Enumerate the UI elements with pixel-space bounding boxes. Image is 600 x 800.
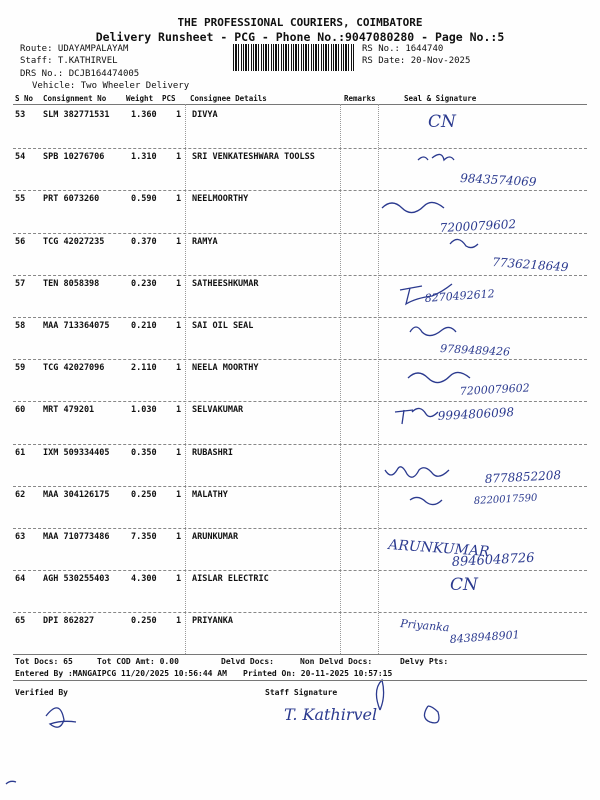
seal-60-text: 9994806098 xyxy=(437,405,515,423)
seal-62-text: 8220017590 xyxy=(473,492,538,507)
footer-rule-2 xyxy=(13,680,587,681)
row-consignee: PRIYANKA xyxy=(192,616,233,627)
scribble-56 xyxy=(450,239,478,247)
tamil-scribble-59 xyxy=(408,372,470,382)
row-consignment-no: AGH 530255403 xyxy=(43,574,110,585)
row-consignee: DIVYA xyxy=(192,110,218,120)
seal-53-text: CN xyxy=(428,112,456,132)
seal-64-text: CN xyxy=(450,575,478,595)
row-pcs: 1 xyxy=(176,405,182,416)
row-consignment-no: MAA 713364075 xyxy=(43,321,110,331)
row-consignee: NEELA MOORTHY xyxy=(192,363,259,374)
row-consignment-no: DPI 862827 xyxy=(43,616,95,627)
footer-rule xyxy=(13,654,587,655)
row-pcs: 1 xyxy=(176,110,182,120)
col-weight: Weight xyxy=(126,94,154,103)
row-consignee: SELVAKUMAR xyxy=(192,405,244,416)
delivered-docs: Delvd Docs: xyxy=(221,657,274,666)
verified-scribble xyxy=(46,708,76,727)
seal-65-name: Priyanka xyxy=(399,617,450,635)
route-text: Route: UDAYAMPALAYAM xyxy=(20,44,129,54)
row-weight: 0.250 xyxy=(131,616,157,627)
row-pcs: 1 xyxy=(176,616,182,627)
row-pcs: 1 xyxy=(176,363,182,374)
row-consignee: RAMYA xyxy=(192,236,218,247)
col-seal-signature: Seal & Signature xyxy=(404,94,477,103)
row-consignment-no: MAA 710773486 xyxy=(43,532,110,542)
staff-scribble xyxy=(376,680,439,723)
row-sno: 61 xyxy=(15,447,26,458)
row-weight: 0.350 xyxy=(131,447,157,458)
staff-signature-script: T. Kathirvel xyxy=(284,705,378,724)
seal-56-text: 7736218649 xyxy=(491,255,569,275)
col-consignment: Consignment No xyxy=(43,94,107,103)
row-sno: 65 xyxy=(15,616,26,627)
seal-54-text: 9843574069 xyxy=(459,171,537,189)
col-sno: S No xyxy=(15,94,34,103)
row-consignment-no: TEN 8058398 xyxy=(43,278,100,289)
vehicle-text: Vehicle: Two Wheeler Delivery xyxy=(32,81,190,91)
row-sno: 54 xyxy=(15,152,26,163)
row-pcs: 1 xyxy=(176,489,182,500)
seal-59-text: 7200079602 xyxy=(459,381,531,398)
row-weight: 1.310 xyxy=(131,152,157,163)
row-consignee: NEELMOORTHY xyxy=(192,194,249,205)
row-consignment-no: SLM 382771531 xyxy=(43,110,110,120)
seal-63-name: ARUNKUMAR xyxy=(387,537,491,561)
scribble-61 xyxy=(385,467,449,477)
row-consignment-no: TCG 42027096 xyxy=(43,363,105,374)
entered-by: Entered By :MANGAIPCG 11/20/2025 10:56:44 AM xyxy=(15,669,227,678)
scribble-60 xyxy=(395,408,438,424)
row-consignment-no: PRT 6073260 xyxy=(43,194,100,205)
row-weight: 4.300 xyxy=(131,574,157,585)
row-weight: 1.030 xyxy=(131,405,157,416)
row-pcs: 1 xyxy=(176,278,182,289)
row-pcs: 1 xyxy=(176,574,182,585)
row-weight: 0.370 xyxy=(131,236,157,247)
row-sno: 57 xyxy=(15,278,26,289)
row-pcs: 1 xyxy=(176,321,182,331)
rs-number: RS No.: 1644740 xyxy=(362,44,444,54)
non-delivered-docs: Non Delvd Docs: xyxy=(300,657,373,666)
row-weight: 2.110 xyxy=(131,363,157,374)
row-sno: 64 xyxy=(15,574,26,585)
scribble-62 xyxy=(410,497,442,504)
row-pcs: 1 xyxy=(176,194,182,205)
row-consignee: AISLAR ELECTRIC xyxy=(192,574,269,585)
col-consignee: Consignee Details xyxy=(190,94,267,103)
seal-58-text: 9789489426 xyxy=(439,342,511,359)
row-consignee: SAI OIL SEAL xyxy=(192,321,254,331)
drs-number: DRS No.: DCJB164474005 xyxy=(20,69,140,79)
seal-63-phone: 8946048726 xyxy=(451,550,535,570)
row-sno: 59 xyxy=(15,363,26,374)
row-consignee: MALATHY xyxy=(192,489,228,500)
row-consignee: ARUNKUMAR xyxy=(192,532,239,542)
row-consignee: SATHEESHKUMAR xyxy=(192,278,259,289)
row-weight: 7.350 xyxy=(131,532,157,542)
total-docs: Tot Docs: 65 xyxy=(15,657,73,666)
scribble-54 xyxy=(418,154,454,160)
row-weight: 0.250 xyxy=(131,489,157,500)
row-consignment-no: MAA 304126175 xyxy=(43,489,110,500)
row-sno: 56 xyxy=(15,236,26,247)
margin-mark xyxy=(6,781,16,784)
row-consignment-no: TCG 42027235 xyxy=(43,236,105,247)
row-consignment-no: MRT 479201 xyxy=(43,405,95,416)
row-pcs: 1 xyxy=(176,532,182,542)
row-sno: 60 xyxy=(15,405,26,416)
row-weight: 1.360 xyxy=(131,110,157,120)
runsheet-subtitle: Delivery Runsheet - PCG - Phone No.:9047080280 - Page No.:5 xyxy=(95,30,505,44)
verified-by-label: Verified By xyxy=(15,688,68,697)
row-weight: 0.230 xyxy=(131,278,157,289)
col-pcs: PCS xyxy=(162,94,176,103)
delivery-points: Delvy Pts: xyxy=(400,657,449,666)
company-title: THE PROFESSIONAL COURIERS, COIMBATORE xyxy=(177,16,423,29)
seal-55-text: 7200079602 xyxy=(439,217,517,235)
seal-61-text: 8778852208 xyxy=(484,468,562,486)
seal-65-phone: 8438948901 xyxy=(449,628,521,646)
total-cod-amount: Tot COD Amt: 0.00 xyxy=(97,657,179,666)
row-sno: 55 xyxy=(15,194,26,205)
staff-signature-label: Staff Signature xyxy=(265,688,338,697)
row-pcs: 1 xyxy=(176,236,182,247)
row-pcs: 1 xyxy=(176,152,182,163)
rs-date: RS Date: 20-Nov-2025 xyxy=(362,56,471,66)
printed-on: Printed On: 20-11-2025 10:57:15 xyxy=(243,669,393,678)
row-sno: 58 xyxy=(15,321,26,331)
row-weight: 0.590 xyxy=(131,194,157,205)
row-consignee: SRI VENKATESHWARA TOOLSS xyxy=(192,152,315,163)
row-consignment-no: IXM 509334405 xyxy=(43,447,110,458)
seal-57-text: 8270492612 xyxy=(424,287,496,305)
tamil-scribble-55 xyxy=(382,202,444,212)
row-sno: 63 xyxy=(15,532,26,542)
col-remarks: Remarks xyxy=(344,94,376,103)
row-pcs: 1 xyxy=(176,447,182,458)
row-consignment-no: SPB 10276706 xyxy=(43,152,105,163)
row-sno: 53 xyxy=(15,110,26,120)
row-sno: 62 xyxy=(15,489,26,500)
row-consignee: RUBASHRI xyxy=(192,447,233,458)
staff-text: Staff: T.KATHIRVEL xyxy=(20,56,118,66)
row-weight: 0.210 xyxy=(131,321,157,331)
scribble-58 xyxy=(410,327,456,336)
